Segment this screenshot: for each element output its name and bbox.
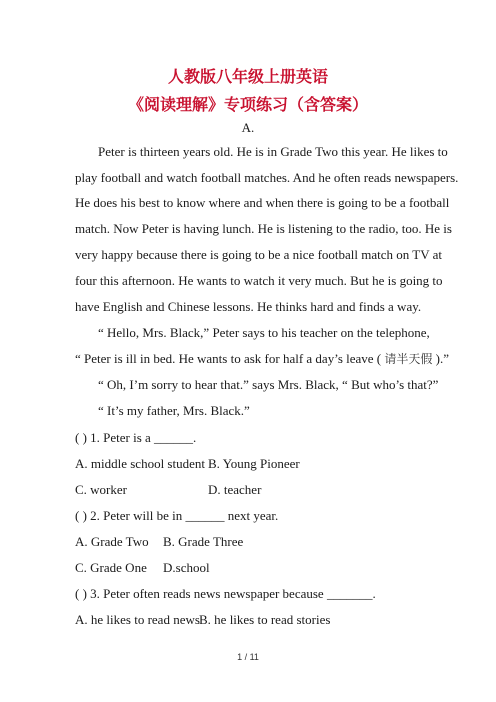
- chinese-gloss: 请半天假: [384, 352, 433, 366]
- option-d: D.school: [163, 560, 210, 575]
- option-b: B. Grade Three: [163, 534, 244, 549]
- question-stem: ( ) 1. Peter is a ______.: [75, 430, 197, 445]
- dialogue-line: [75, 351, 449, 367]
- document-title: 人教版八年级上册英语: [167, 67, 328, 86]
- dialogue-text: “ Peter is ill in bed. He wants to ask for half a day’s leave (: [75, 351, 382, 366]
- document-subtitle: 《阅读理解》专项练习（含答案）: [127, 95, 368, 114]
- dialogue-line: “ Oh, I’m sorry to hear that.” says Mrs. Black, “ But who’s that?”: [98, 377, 439, 392]
- option-c: C. Grade One: [75, 560, 147, 575]
- passage-line: very happy because there is going to be a nice football match on TV at: [75, 247, 443, 262]
- question-stem: ( ) 2. Peter will be in ______ next year.: [75, 508, 279, 523]
- page-indicator: 1 / 11: [237, 652, 259, 662]
- passage-line: Peter is thirteen years old. He is in Grade Two this year. He likes to: [98, 144, 448, 159]
- passage-line: He does his best to know where and when there is going to be a football: [75, 195, 450, 210]
- question-stem: ( ) 3. Peter often reads news newspaper because _______.: [75, 586, 376, 601]
- option-c: C. worker: [75, 482, 127, 497]
- option-a: A. he likes to read news: [75, 612, 200, 627]
- option-b: B. he likes to read stories: [199, 612, 331, 627]
- passage-line: have English and Chinese lessons. He thinks hard and finds a way.: [75, 299, 422, 314]
- dialogue-close: ).”: [435, 351, 450, 366]
- option-b: B. Young Pioneer: [208, 456, 300, 471]
- option-a: A. Grade Two: [75, 534, 149, 549]
- passage-line: four this afternoon. He wants to watch it very much. But he is going to: [75, 273, 443, 288]
- passage-line: play football and watch football matches. And he often reads newspapers.: [75, 170, 459, 185]
- passage-line: match. Now Peter is having lunch. He is listening to the radio, too. He is: [75, 221, 452, 236]
- dialogue-line: “ Hello, Mrs. Black,” Peter says to his teacher on the telephone,: [98, 325, 430, 340]
- dialogue-line: “ It’s my father, Mrs. Black.”: [98, 403, 250, 418]
- option-d: D. teacher: [208, 482, 262, 497]
- option-a: A. middle school student: [75, 456, 205, 471]
- section-label: A.: [241, 120, 255, 135]
